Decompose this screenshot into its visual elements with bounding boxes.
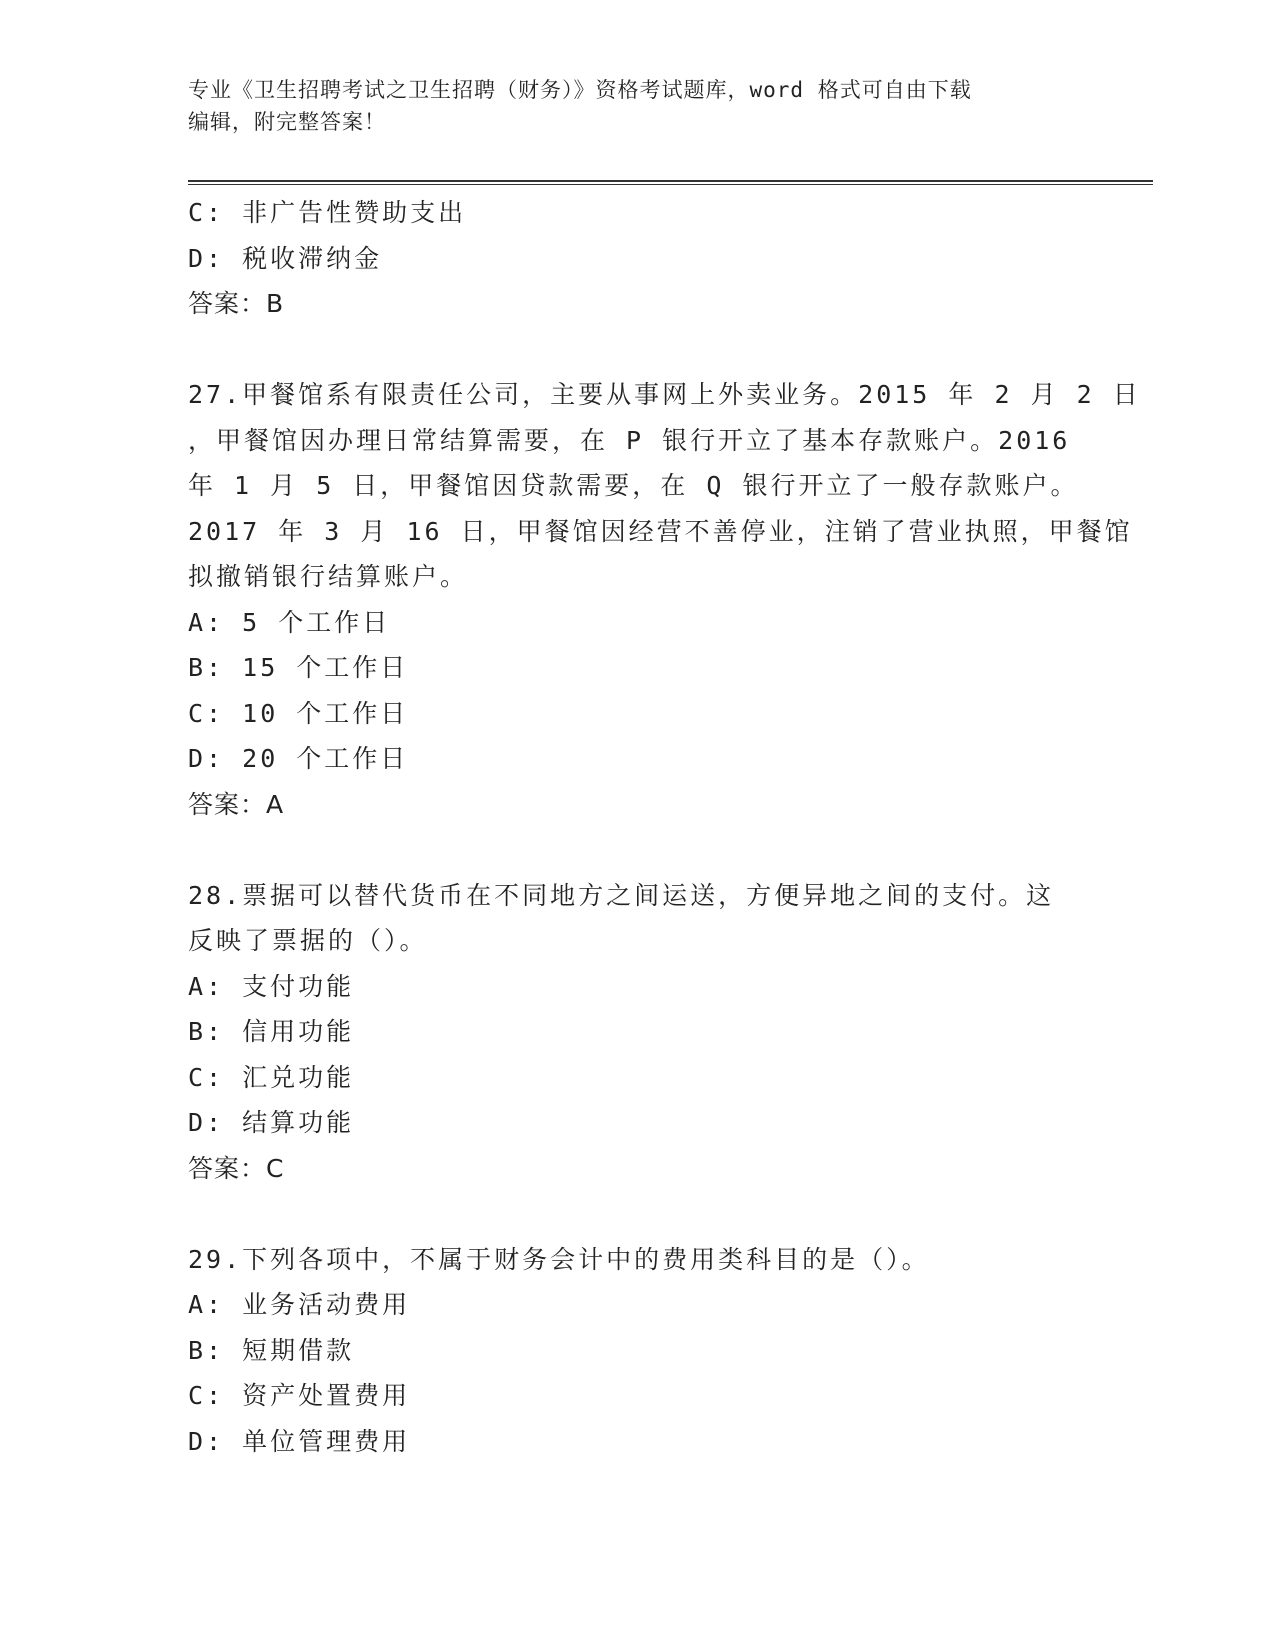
question-29-option-a: A: 业务活动费用: [188, 1290, 411, 1319]
prev-option-d: D: 税收滞纳金: [188, 243, 383, 273]
prev-answer: 答案：B: [188, 289, 285, 318]
question-27-line: 27.甲餐馆系有限责任公司，主要从事网上外卖业务。2015 年 2 月 2 日: [188, 380, 1141, 409]
prev-option-c: C: 非广告性赞助支出: [188, 198, 467, 227]
question-28-answer: 答案：C: [188, 1153, 285, 1183]
question-27-line: 2017 年 3 月 16 日，甲餐馆因经营不善停业，注销了营业执照，甲餐馆: [188, 516, 1133, 546]
spacer: [188, 1191, 1088, 1237]
question-27-line: ，甲餐馆因办理日常结算需要，在 P 银行开立了基本存款账户。2016: [188, 425, 1071, 455]
question-28: [188, 873, 1088, 1192]
question-29-option-c: C: 资产处置费用: [188, 1381, 411, 1410]
question-27: [188, 372, 1141, 827]
spacer: [188, 327, 1088, 373]
question-29-option-d: D: 单位管理费用: [188, 1426, 411, 1456]
header-line-1: 专业《卫生招聘考试之卫生招聘（财务）》资格考试题库，word 格式可自由下载: [188, 78, 972, 102]
document-body: [188, 190, 1141, 1464]
question-27-line: 年 1 月 5 日，甲餐馆因贷款需要，在 Q 银行开立了一般存款账户。: [188, 471, 1079, 500]
question-28-option-a: A: 支付功能: [188, 971, 355, 1001]
question-29-option-b: B: 短期借款: [188, 1335, 355, 1365]
question-27-option-d: D: 20 个工作日: [188, 744, 409, 773]
document-header: [188, 74, 1088, 138]
question-27-option-a: A: 5 个工作日: [188, 607, 391, 637]
question-29-line: 29.下列各项中，不属于财务会计中的费用类科目的是（）。: [188, 1244, 930, 1274]
question-27-answer: 答案：A: [188, 789, 285, 819]
question-27-option-b: B: 15 个工作日: [188, 653, 409, 682]
question-27-option-c: C: 10 个工作日: [188, 698, 409, 728]
header-rule-thin: [188, 184, 1153, 185]
header-line-2: 编辑，附完整答案！: [188, 110, 386, 134]
header-rule-thick: [188, 180, 1153, 182]
question-28-line: 28.票据可以替代货币在不同地方之间运送，方便异地之间的支付。这: [188, 880, 1055, 910]
question-27-line: 拟撤销银行结算账户。: [188, 562, 469, 591]
question-28-option-b: B: 信用功能: [188, 1017, 355, 1046]
spacer: [188, 827, 1088, 873]
question-28-option-c: C: 汇兑功能: [188, 1062, 355, 1092]
question-28-option-d: D: 结算功能: [188, 1108, 355, 1137]
question-29: [188, 1237, 1088, 1465]
question-28-line: 反映了票据的（）。: [188, 926, 428, 955]
